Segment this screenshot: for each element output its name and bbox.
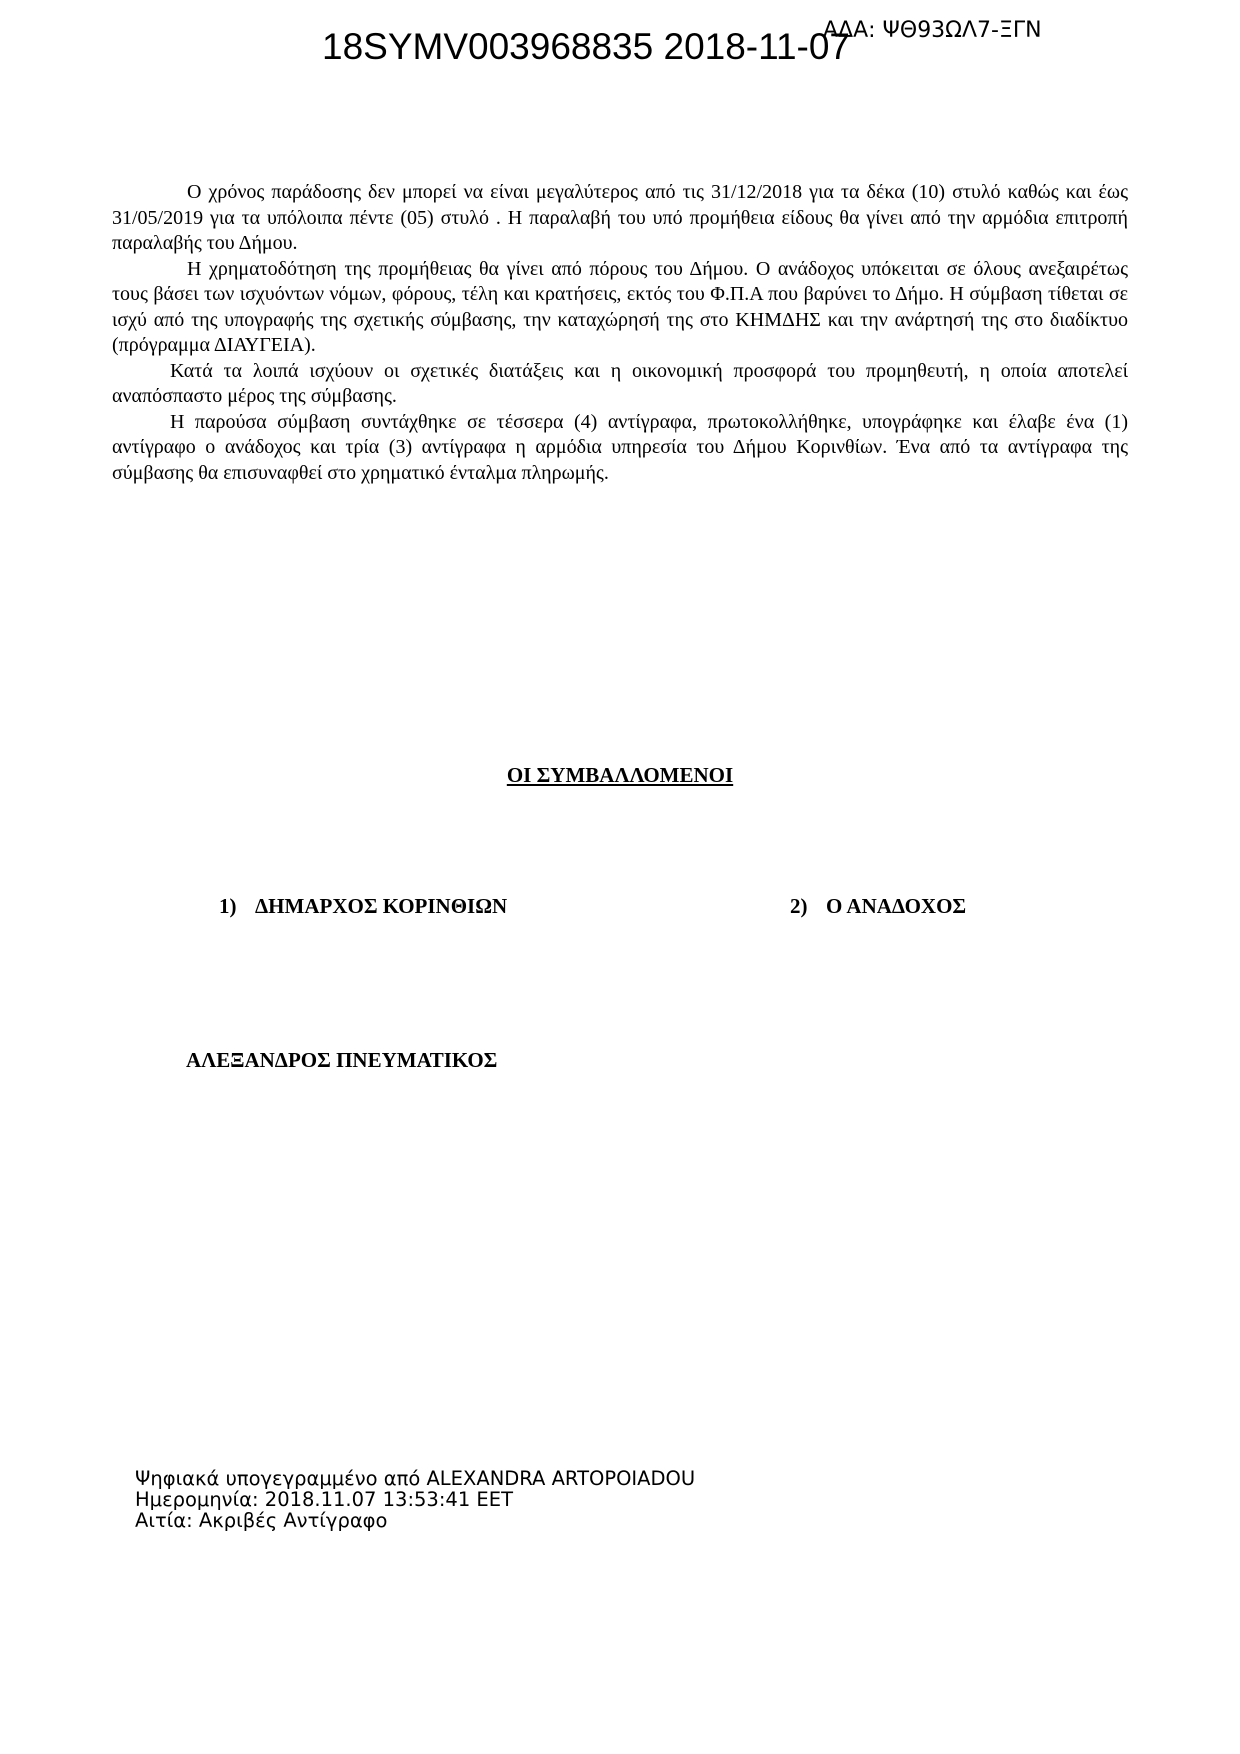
party-mayor-label: ΔΗΜΑΡΧΟΣ ΚΟΡΙΝΘΙΩΝ — [255, 894, 508, 918]
digital-signature-block — [135, 1468, 695, 1531]
party-mayor — [219, 896, 507, 917]
paragraph-delivery: Ο χρόνος παράδοσης δεν μπορεί να είναι μεγαλύτερος από τις 31/12/2018 για τα δέκα (10) στυλό καθώς και έως 31/05/2019 για τα υπόλοιπα πέντε (05) στυλό . Η παραλαβή του υπό προμήθεια είδους θα γίνει από την αρμόδια επιτροπή παραλαβής του Δήμου. — [112, 181, 1128, 254]
signature-signed-by: Ψηφιακά υπογεγραμμένο από ALEXANDRA ARTOPOIADOU — [135, 1467, 696, 1490]
signature-reason: Αιτία: Ακριβές Αντίγραφο — [135, 1509, 388, 1532]
mayor-name: ΑΛΕΞΑΝΔΡΟΣ ΠΝΕΥΜΑΤΙΚΟΣ — [186, 1048, 498, 1072]
signatories-title: ΟΙ ΣΥΜΒΑΛΛΟΜΕΝΟΙ — [506, 763, 734, 787]
document-id-stamp: 18SYMV003968835 2018-11-07 — [322, 26, 851, 67]
contract-body — [112, 180, 1128, 486]
party-contractor — [790, 896, 966, 917]
paragraph-provisions: Κατά τα λοιπά ισχύουν οι σχετικές διατάξεις και η οικονομική προσφορά του προμηθευτή, η οποία αποτελεί αναπόσπαστο μέρος της σύμβασης. — [112, 359, 1128, 407]
paragraph-copies: Η παρούσα σύμβαση συντάχθηκε σε τέσσερα (4) αντίγραφα, πρωτοκολλήθηκε, υπογράφηκε και έλαβε ένα (1) αντίγραφο ο ανάδοχος και τρία (3) αντίγραφα η αρμόδια υπηρεσία του Δήμου Κορινθίων. Ένα από τα αντίγραφα της σύμβασης θα επισυναφθεί στο χρηματικό ένταλμα πληρωμής. — [112, 410, 1128, 484]
party-mayor-number: 1) — [219, 894, 237, 918]
party-contractor-label: Ο ΑΝΑΔΟΧΟΣ — [826, 894, 967, 918]
paragraph-funding: Η χρηματοδότηση της προμήθειας θα γίνει από πόρους του Δήμου. Ο ανάδοχος υπόκειται σε όλους ανεξαιρέτως τους βάσει των ισχυόντων νόμων, φόρους, τέλη και κρατήσεις, εκτός του Φ.Π.Α που βαρύνει το Δήμο. Η σύμβαση τίθεται σε ισχύ από της υπογραφής της σχετικής σύμβασης, την καταχώρησή της στο ΚΗΜΔΗΣ και την ανάρτησή της στο διαδίκτυο (πρόγραμμα ΔΙΑΥΓΕΙΑ). — [112, 257, 1128, 356]
signature-date: Ημερομηνία: 2018.11.07 13:53:41 EET — [135, 1488, 513, 1511]
party-contractor-number: 2) — [790, 894, 808, 918]
ada-code: ΑΔΑ: ΨΘ93ΩΛ7-ΞΓΝ — [823, 18, 1042, 43]
